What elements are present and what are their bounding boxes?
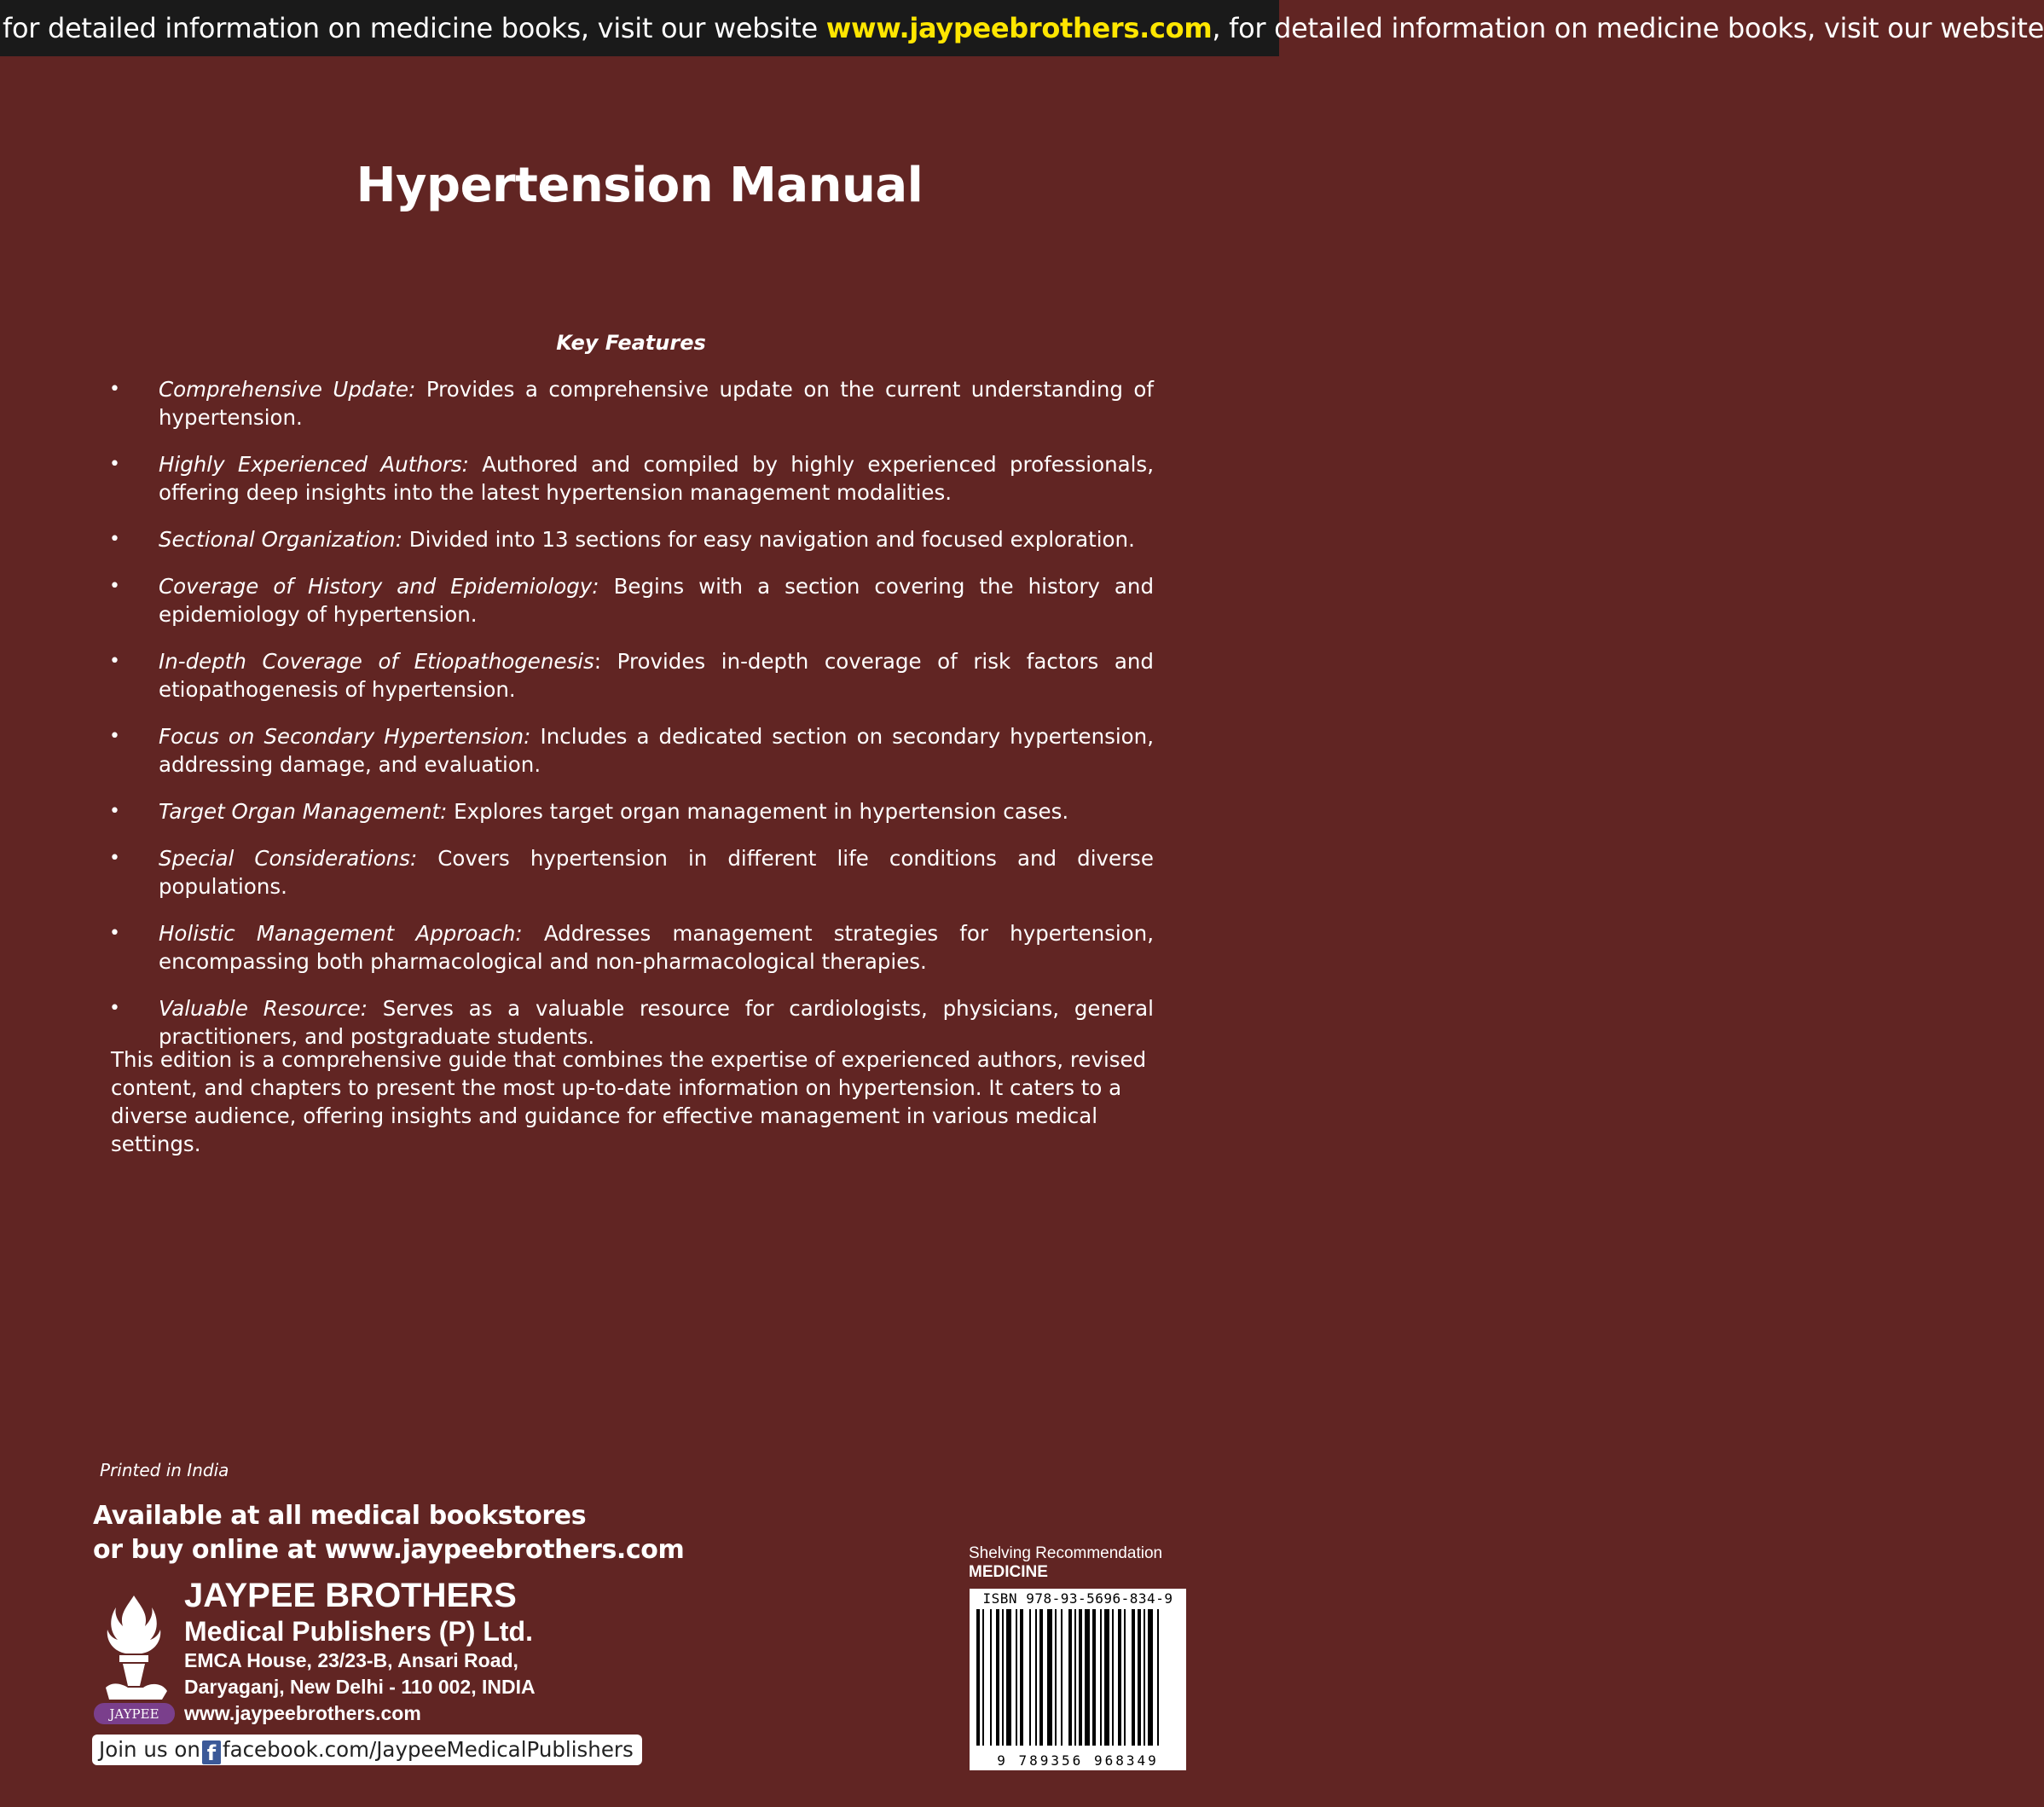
bullet: • <box>109 998 120 1019</box>
barcode-bar <box>1138 1609 1141 1746</box>
feature-term: Comprehensive Update: <box>159 377 416 402</box>
barcode-bar <box>1079 1609 1082 1746</box>
features-list <box>109 375 1154 1069</box>
feature-item <box>109 994 1154 1051</box>
barcode-bar <box>1074 1609 1076 1746</box>
feature-term: Coverage of History and Epidemiology: <box>159 574 599 599</box>
facebook-url: facebook.com/JaypeeMedicalPublishers <box>222 1737 634 1762</box>
bullet: • <box>109 576 120 597</box>
shelving-recommendation <box>969 1544 1162 1582</box>
feature-item <box>109 525 1154 553</box>
feature-text: Addresses management strategies for hypertension, encompassing both pharmacological and non-pharmacological therapies. <box>159 921 1154 974</box>
barcode-bar <box>1039 1609 1043 1746</box>
availability-line-1: Available at all medical bookstores <box>93 1501 587 1531</box>
barcode-bar <box>976 1609 980 1746</box>
bullet: • <box>109 651 120 672</box>
barcode-bar <box>1124 1609 1126 1746</box>
barcode-bar <box>1132 1609 1135 1746</box>
facebook-prefix: Join us on <box>99 1737 200 1762</box>
top-banner <box>0 0 2044 56</box>
barcode-bar <box>1029 1609 1031 1746</box>
availability-text <box>93 1499 684 1567</box>
feature-text: Includes a dedicated section on secondary hypertension, addressing damage, and evaluation. <box>159 724 1154 777</box>
banner-suffix: , for detailed information on medicine books, visit our website <box>1212 12 2044 44</box>
barcode-bars <box>976 1609 1179 1746</box>
key-features-heading: Key Features <box>556 331 706 355</box>
barcode-bar <box>1148 1609 1153 1746</box>
banner-prefix: for detailed information on medicine books, visit our website <box>3 12 826 44</box>
barcode-bar <box>1061 1609 1063 1746</box>
feature-term: Holistic Management Approach: <box>159 921 523 946</box>
facebook-box <box>92 1735 642 1765</box>
logo-text: JAYPEE <box>109 1706 159 1722</box>
feature-text: Begins with a section covering the history and epidemiology of hypertension. <box>159 574 1154 627</box>
feature-term: In-depth Coverage of Etiopathogenesis <box>159 649 594 674</box>
feature-item <box>109 375 1154 431</box>
isbn-text: ISBN 978-93-5696-834-9 <box>982 1590 1173 1607</box>
barcode-bar <box>1016 1609 1017 1746</box>
barcode-bar <box>1157 1609 1159 1746</box>
bullet: • <box>109 848 120 869</box>
feature-text: Serves as a valuable resource for cardiologists, physicians, general practitioners, and postgraduate students. <box>159 996 1154 1049</box>
feature-item <box>109 722 1154 779</box>
shelving-value: MEDICINE <box>969 1563 1048 1581</box>
feature-term: Special Considerations: <box>159 846 418 871</box>
feature-text: Divided into 13 sections for easy navigation and focused exploration. <box>402 527 1135 552</box>
feature-item <box>109 844 1154 901</box>
publisher-name: JAYPEE BROTHERS <box>184 1577 517 1614</box>
barcode-bar <box>1047 1609 1052 1746</box>
publisher-block <box>184 1576 536 1727</box>
publisher-address-2: Daryaganj, New Delhi - 110 002, INDIA <box>184 1676 536 1698</box>
barcode-bar <box>1055 1609 1057 1746</box>
barcode-bar <box>1002 1609 1004 1746</box>
feature-item <box>109 647 1154 704</box>
feature-text: Provides a comprehensive update on the current understanding of hypertension. <box>159 377 1154 430</box>
barcode-bar <box>1006 1609 1011 1746</box>
feature-term: Sectional Organization: <box>159 527 402 552</box>
feature-term: Target Organ Management: <box>159 799 448 824</box>
feature-text: Authored and compiled by highly experienced professionals, offering deep insights into the latest hypertension management modalities. <box>159 452 1154 505</box>
feature-term: Focus on Secondary Hypertension: <box>159 724 531 749</box>
feature-term: Valuable Resource: <box>159 996 368 1021</box>
bullet: • <box>109 726 120 747</box>
feature-item <box>109 572 1154 628</box>
bullet: • <box>109 454 120 475</box>
bullet: • <box>109 379 120 400</box>
barcode-digits: 9 789356 968349 <box>997 1752 1159 1769</box>
book-title: Hypertension Manual <box>356 158 924 213</box>
bullet: • <box>109 923 120 944</box>
feature-text: Covers hypertension in different life conditions and diverse populations. <box>159 846 1154 899</box>
barcode-bar <box>1104 1609 1109 1746</box>
barcode-bar <box>982 1609 984 1746</box>
publisher-address-1: EMCA House, 23/23-B, Ansari Road, <box>184 1649 518 1671</box>
bullet: • <box>109 801 120 822</box>
feature-text: : Provides in-depth coverage of risk factors and etiopathogenesis of hypertension. <box>159 649 1154 702</box>
barcode-bar <box>1118 1609 1121 1746</box>
printed-in-india: Printed in India <box>100 1460 229 1480</box>
barcode-bar <box>990 1609 992 1746</box>
feature-text: Explores target organ management in hypertension cases. <box>447 799 1069 824</box>
barcode-bar <box>1112 1609 1114 1746</box>
publisher-subtitle: Medical Publishers (P) Ltd. <box>184 1616 533 1647</box>
barcode-bar <box>1144 1609 1145 1746</box>
feature-item <box>109 797 1154 825</box>
summary-paragraph: This edition is a comprehensive guide that combines the expertise of experienced authors, revised content, and chapters to present the most up-to-date information on hypertension. It caters to a diverse audience, offering insights and guidance for effective management in various medical settings. <box>111 1047 1147 1156</box>
banner-website: www.jaypeebrothers.com <box>825 12 1213 44</box>
barcode-bar <box>1035 1609 1037 1746</box>
shelving-label: Shelving Recommendation <box>969 1544 1163 1562</box>
barcode-bar <box>1068 1609 1072 1746</box>
barcode-bar <box>1092 1609 1096 1746</box>
barcode-bar <box>1085 1609 1090 1746</box>
facebook-icon: f <box>202 1740 221 1764</box>
publisher-website: www.jaypeebrothers.com <box>184 1702 421 1724</box>
barcode-bar <box>1100 1609 1102 1746</box>
feature-item <box>109 919 1154 976</box>
isbn-barcode <box>970 1589 1186 1770</box>
torch-logo-icon <box>94 1592 175 1724</box>
barcode-bar <box>1020 1609 1023 1746</box>
feature-item <box>109 450 1154 507</box>
barcode-bar <box>996 1609 999 1746</box>
bullet: • <box>109 529 120 550</box>
feature-term: Highly Experienced Authors: <box>159 452 469 477</box>
availability-line-2: or buy online at www.jaypeebrothers.com <box>93 1535 685 1565</box>
